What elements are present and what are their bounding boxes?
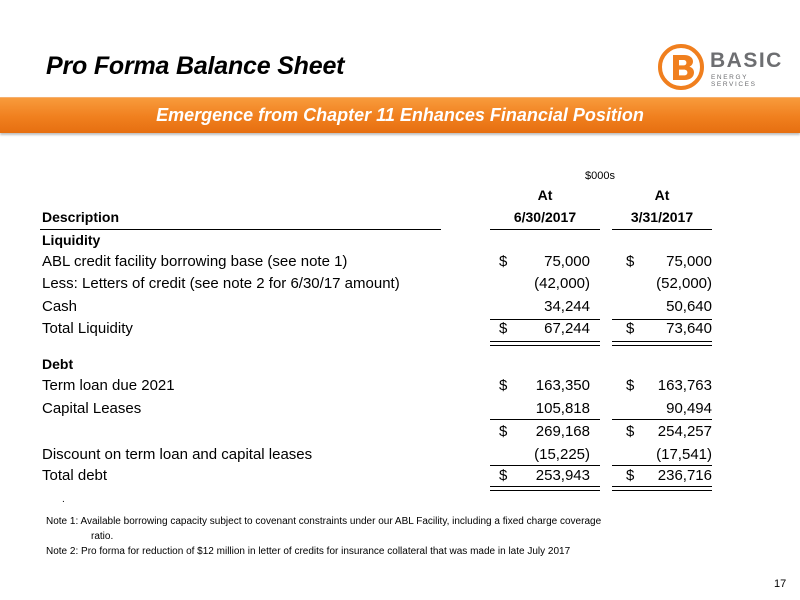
- value-6-30-2017: 269,168: [535, 423, 590, 440]
- col2-header-date: 3/31/2017: [630, 209, 694, 225]
- description-header: Description: [42, 209, 120, 225]
- company-logo: [658, 44, 788, 92]
- value-6-30-2017: (42,000): [534, 275, 590, 292]
- currency-symbol: $: [626, 377, 635, 394]
- value-3-31-2017: (17,541): [656, 446, 712, 463]
- note-1: Note 1: Available borrowing capacity subject to covenant constraints under our ABL Facility, including a fixed charge coverage: [46, 516, 602, 527]
- currency-symbol: $: [499, 423, 508, 440]
- table-row: [0, 275, 800, 297]
- banner-text: Emergence from Chapter 11 Enhances Financial Position: [156, 105, 644, 125]
- section-header-row: [0, 232, 800, 254]
- units-label: $000s: [585, 170, 615, 182]
- currency-symbol: $: [626, 253, 635, 270]
- table-row: [0, 298, 800, 320]
- empty-bullet: .: [62, 494, 65, 505]
- value-3-31-2017: 75,000: [666, 253, 712, 270]
- double-rule-total-debt-col2: [612, 486, 712, 491]
- row-label: Discount on term loan and capital leases: [42, 446, 313, 463]
- rule-before-total-liquidity-col1: [490, 319, 600, 320]
- value-6-30-2017: 67,244: [544, 320, 590, 337]
- value-6-30-2017: 34,244: [544, 298, 590, 315]
- value-6-30-2017: (15,225): [534, 446, 590, 463]
- col1-header-at: At: [537, 187, 553, 203]
- logo-name: BASIC: [710, 49, 783, 72]
- double-rule-total-liquidity-col2: [612, 341, 712, 346]
- rule-before-total-liquidity-col2: [612, 319, 712, 320]
- currency-symbol: $: [499, 253, 508, 270]
- row-label: Term loan due 2021: [42, 377, 175, 394]
- currency-symbol: $: [626, 423, 635, 440]
- row-label: Total Liquidity: [42, 320, 133, 337]
- section-header-row: [0, 356, 800, 378]
- page-title: Pro Forma Balance Sheet: [46, 52, 345, 80]
- rule-subtotal-debt-col2: [612, 419, 712, 420]
- value-6-30-2017: 163,350: [535, 377, 590, 394]
- value-6-30-2017: 253,943: [535, 467, 590, 484]
- value-3-31-2017: 163,763: [657, 377, 712, 394]
- section-label: Debt: [42, 356, 74, 372]
- col2-header-at: At: [654, 187, 670, 203]
- currency-symbol: $: [499, 467, 508, 484]
- table-row: [0, 423, 800, 445]
- value-3-31-2017: (52,000): [656, 275, 712, 292]
- value-3-31-2017: 236,716: [657, 467, 712, 484]
- header-rule-col2: [612, 229, 712, 230]
- note-1-continuation: ratio.: [91, 531, 114, 542]
- row-label: Total debt: [42, 467, 108, 484]
- header-rule-description: [40, 229, 441, 230]
- row-label: ABL credit facility borrowing base (see note 1): [42, 253, 348, 270]
- row-label: Cash: [42, 298, 78, 315]
- value-6-30-2017: 105,818: [535, 400, 590, 417]
- rule-before-total-debt-col1: [490, 465, 600, 466]
- section-label: Liquidity: [42, 232, 101, 248]
- value-3-31-2017: 50,640: [666, 298, 712, 315]
- footnotes: [46, 514, 686, 559]
- page-number: 17: [774, 578, 787, 590]
- note-2: Note 2: Pro forma for reduction of $12 million in letter of credits for insurance collateral that was made in late July 2017: [46, 546, 571, 557]
- rule-before-total-debt-col2: [612, 465, 712, 466]
- col1-header-date: 6/30/2017: [513, 209, 577, 225]
- value-3-31-2017: 90,494: [666, 400, 712, 417]
- value-6-30-2017: 75,000: [544, 253, 590, 270]
- subtitle-banner: [0, 97, 800, 133]
- value-3-31-2017: 73,640: [666, 320, 712, 337]
- table-row: [0, 253, 800, 275]
- double-rule-total-debt-col1: [490, 486, 600, 491]
- table-row: [0, 320, 800, 342]
- rule-subtotal-debt-col1: [490, 419, 600, 420]
- value-3-31-2017: 254,257: [657, 423, 712, 440]
- logo-tagline: ENERGY SERVICES: [711, 74, 757, 88]
- currency-symbol: $: [626, 467, 635, 484]
- table-row: [0, 377, 800, 399]
- double-rule-total-liquidity-col1: [490, 341, 600, 346]
- currency-symbol: $: [499, 320, 508, 337]
- row-label: Less: Letters of credit (see note 2 for 6/30/17 amount): [42, 275, 400, 292]
- currency-symbol: $: [499, 377, 508, 394]
- currency-symbol: $: [626, 320, 635, 337]
- basic-b-logo-icon: [658, 44, 704, 90]
- header-rule-col1: [490, 229, 600, 230]
- row-label: Capital Leases: [42, 400, 142, 417]
